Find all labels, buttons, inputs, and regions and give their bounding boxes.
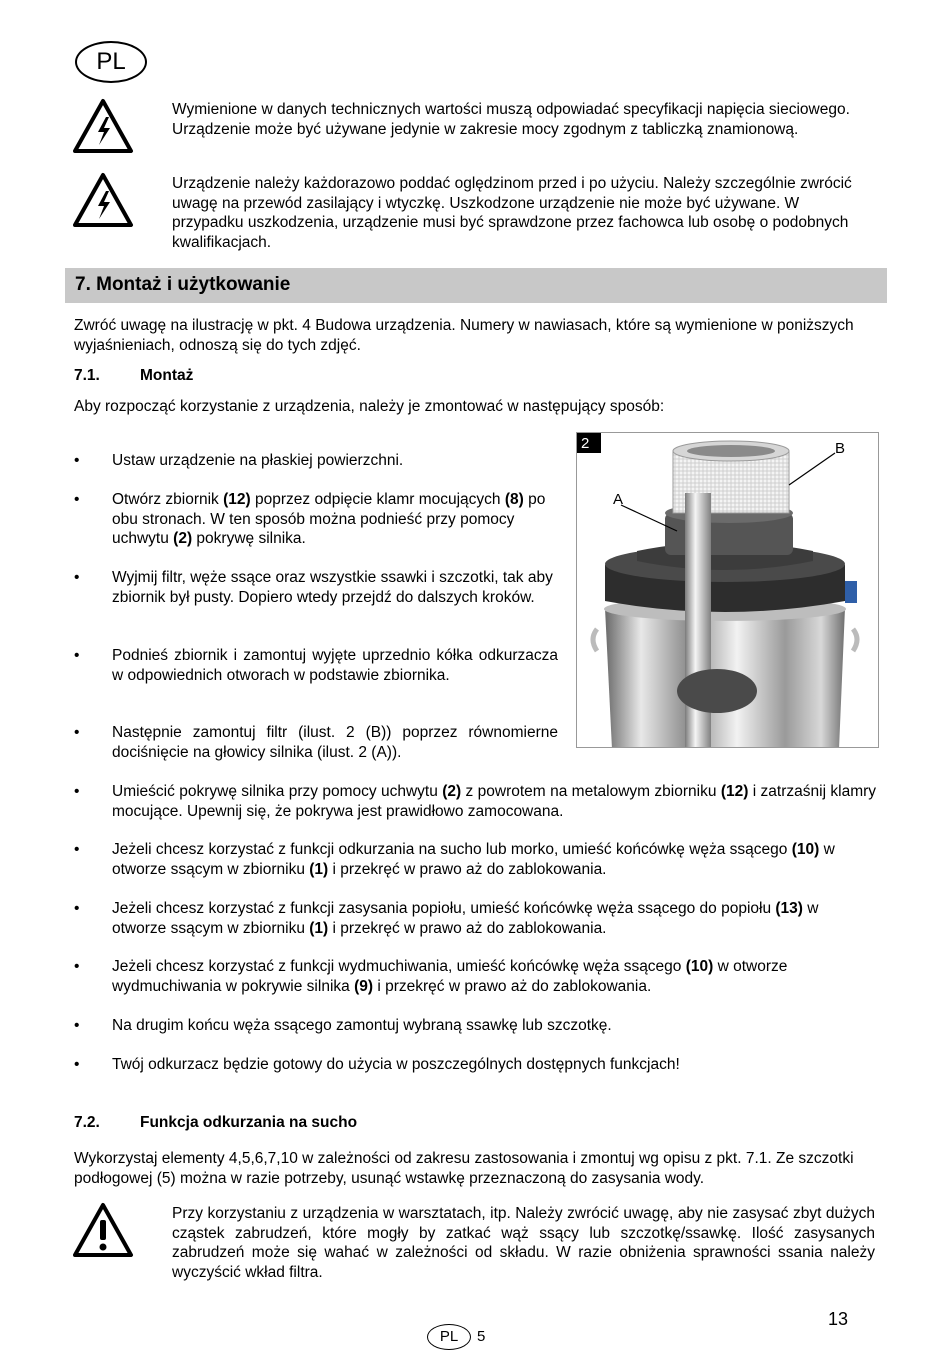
list-item-segment: Ustaw urządzenie na płaskiej powierzchni. (112, 452, 404, 469)
subsection-intro: Aby rozpocząć korzystanie z urządzenia, należy je zmontować w następujący sposób: (74, 398, 665, 415)
bullet: • (74, 958, 80, 975)
list-item-segment: i przekręć w prawo aż do zablokowania. (373, 977, 652, 995)
figure-2-photo (576, 432, 879, 748)
part-reference: (12) (720, 783, 749, 800)
part-reference: (10) (685, 958, 714, 975)
section-title: 7. Montaż i użytkowanie (75, 274, 291, 295)
list-item-text (112, 723, 558, 762)
part-reference: (1) (309, 919, 329, 937)
part-reference: (8) (504, 491, 524, 508)
section-intro: Zwróć uwagę na ilustrację w pkt. 4 Budowa urządzenia. Numery w nawiasach, które są wymienione w poniższych wyjaśnieniach, odnoszą się do tych zdjęć. (74, 317, 854, 354)
part-reference: (13) (775, 900, 803, 917)
part-reference: (2) (442, 783, 462, 800)
list-item-segment: Na drugim końcu węża ssącego zamontuj wybraną ssawkę lub szczotkę. (112, 1017, 612, 1034)
list-item-text (112, 957, 876, 996)
language-badge (75, 41, 147, 83)
figure-number: 2 (581, 435, 590, 452)
subsection-number: 7.2. (74, 1114, 100, 1131)
list-item-text (112, 1055, 876, 1075)
figure-label-a: A (613, 491, 624, 508)
list-item-text (112, 840, 876, 879)
subsection-heading (74, 1113, 357, 1133)
footer-language-badge (427, 1324, 471, 1350)
bullet: • (74, 1056, 80, 1073)
list-item-segment: w otworze ssącym w zbiorniku (112, 900, 819, 937)
footer-local-page: 5 (477, 1328, 486, 1345)
section-heading-bar (65, 268, 887, 303)
bullet: • (74, 724, 80, 741)
footer-language-label: PL (439, 1328, 459, 1346)
bullet: • (74, 647, 80, 664)
subsection-intro: Wykorzystaj elementy 4,5,6,7,10 w zależności od zakresu zastosowania i zmontuj wg opisu z pkt. 7.1. Ze szczotki podłogowej (5) można w razie potrzeby, usunąć wstawkę przeznaczoną do zasysania wody. (74, 1150, 854, 1187)
bullet: • (74, 569, 80, 586)
part-reference: (1) (309, 860, 329, 878)
list-item-segment: Jeżeli chcesz korzystać z funkcji wydmuchiwania, umieść końcówkę węża ssącego (112, 958, 686, 975)
subsection-heading (74, 366, 193, 386)
bullet: • (74, 491, 80, 508)
list-item-segment: i przekręć w prawo aż do zablokowania. (328, 919, 607, 937)
list-item-text (112, 1016, 876, 1036)
list-item-segment: Jeżeli chcesz korzystać z funkcji zasysania popiołu, umieść końcówkę węża ssącego do popiołu (112, 900, 776, 917)
list-item-text (112, 899, 876, 938)
bullet: • (74, 841, 80, 858)
subsection-number: 7.1. (74, 367, 100, 384)
list-item-text (112, 646, 558, 685)
part-reference: (2) (173, 530, 193, 547)
list-item-segment: pokrywę silnika. (192, 530, 306, 547)
list-item-segment: i przekręć w prawo aż do zablokowania. (328, 860, 607, 878)
warning-inspection-text: Urządzenie należy każdorazowo poddać oględzinom przed i po użyciu. Należy szczególnie zwrócić uwagę na przewód zasilający i wtyczkę. Uszkodzone urządzenie nie może być używane. W przypadku uszkodzenia, urządzenie musi być sprawdzone przez fachowca lub osobę o podobnych kwalifikacjach. (172, 175, 852, 251)
warning-voltage-text: Wymienione w danych technicznych wartości muszą odpowiadać specyfikacji napięcia sieciowego. Urządzenie może być używane jedynie w zakresie mocy zgodnym z tabliczką znamionową. (172, 101, 850, 138)
page-number: 13 (828, 1309, 849, 1329)
list-item-text (112, 782, 876, 821)
list-item-segment: Wyjmij filtr, węże ssące oraz wszystkie ssawki i szczotki, tak aby zbiornik był pusty. Dopiero wtedy przejdź do dalszych kroków. (112, 569, 553, 606)
list-item-segment: Jeżeli chcesz korzystać z funkcji odkurzania na sucho lub morko, umieść końcówkę węża ssącego (112, 841, 792, 858)
list-item-text (112, 451, 557, 471)
electrical-hazard-icon (72, 172, 134, 228)
electrical-hazard-icon (72, 98, 134, 154)
bullet: • (74, 452, 80, 469)
language-badge-label: PL (96, 48, 126, 76)
subsection-title: Funkcja odkurzania na sucho (140, 1114, 358, 1131)
list-item-segment: i zatrzaśnij klamry mocujące. Upewnij się, że pokrywa jest prawidłowo zamocowana. (112, 783, 877, 820)
bullet: • (74, 1017, 80, 1034)
list-item-segment: w otworze wydmuchiwania w pokrywie silnika (112, 958, 788, 995)
list-item-segment: Podnieś zbiornik i zamontuj wyjęte uprzednio kółka odkurzacza w odpowiednich otworach w podstawie zbiornika. (112, 647, 558, 684)
list-item-segment: w otworze ssącym w zbiorniku (112, 841, 835, 878)
list-item-segment: po obu stronach. W ten sposób można podnieść przy pomocy uchwytu (112, 491, 546, 547)
list-item-segment: z powrotem na metalowym zbiorniku (461, 783, 721, 800)
caution-text: Przy korzystaniu z urządzenia w warsztatach, itp. Należy zwrócić uwagę, aby nie zasysać zbyt dużych cząstek zabrudzeń, które mogły by zatkać wąż ssący lub szczotkę/ssawkę. Ilość zasysanych zabrudzeń może się wahać w zależności od składu. W razie obniżenia sprawności ssania należy wyczyścić wkład filtra. (172, 1205, 875, 1281)
list-item-segment: Twój odkurzacz będzie gotowy do użycia w poszczególnych dostępnych funkcjach! (112, 1056, 680, 1073)
subsection-title: Montaż (140, 367, 194, 384)
list-item-text (112, 490, 557, 549)
caution-icon (72, 1202, 134, 1258)
list-item-segment: Następnie zamontuj filtr (ilust. 2 (B)) poprzez równomierne dociśnięcie na głowicy silnika (ilust. 2 (A)). (112, 724, 558, 761)
bullet: • (74, 783, 80, 800)
list-item-segment: Otwórz zbiornik (112, 491, 224, 508)
part-reference: (12) (223, 491, 251, 508)
vacuum-filter-illustration (577, 433, 879, 748)
bullet: • (74, 900, 80, 917)
part-reference: (10) (791, 841, 820, 858)
part-reference: (9) (354, 977, 374, 995)
list-item-segment: poprzez odpięcie klamr mocujących (250, 491, 505, 508)
figure-label-b: B (835, 440, 846, 457)
list-item-text (112, 568, 557, 607)
list-item-segment: Umieścić pokrywę silnika przy pomocy uchwytu (112, 783, 443, 800)
